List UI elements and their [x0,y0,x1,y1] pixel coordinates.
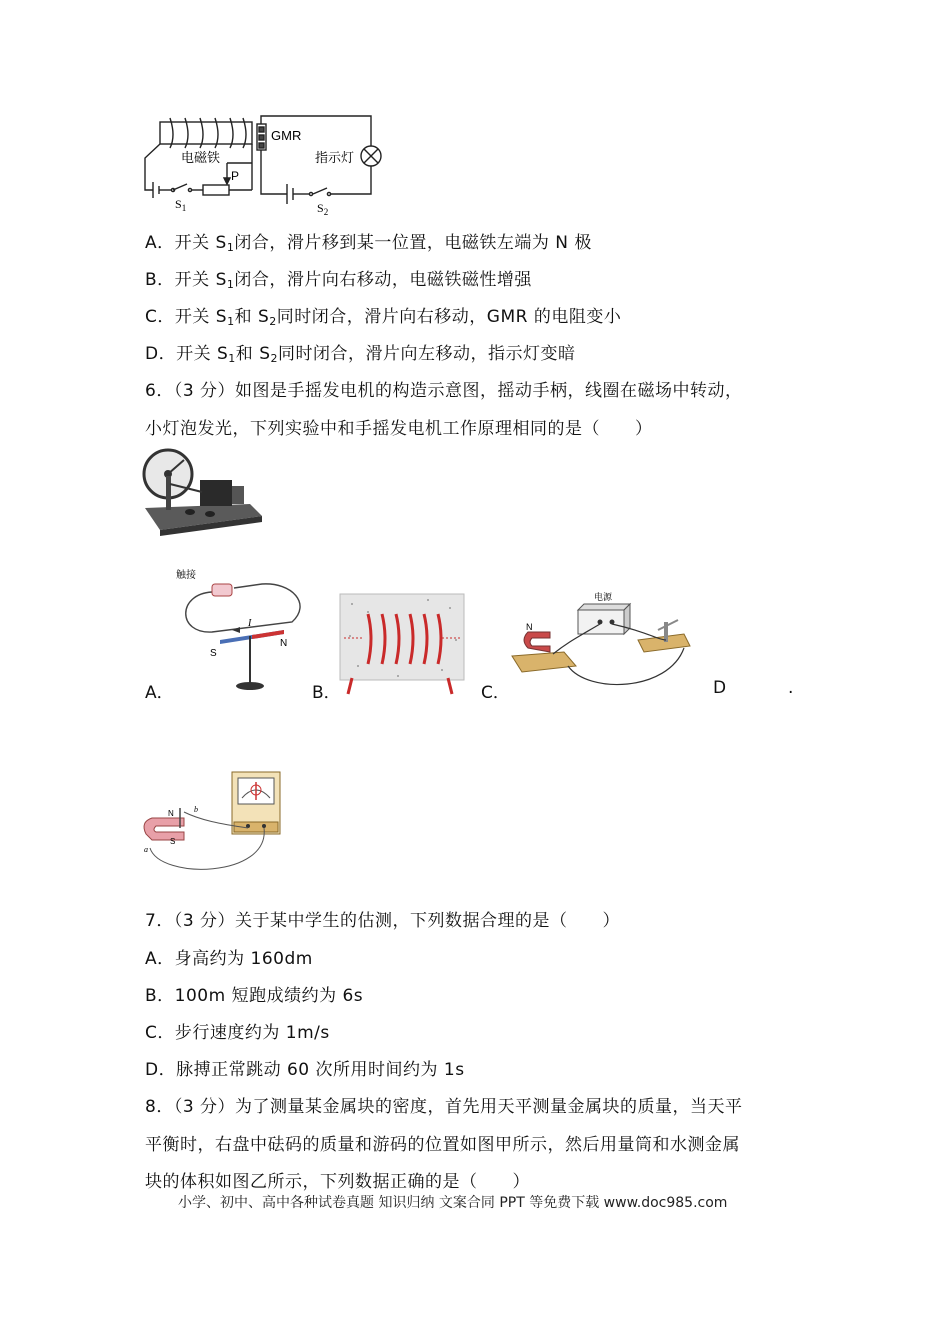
q6-stem-line2: 小灯泡发光，下列实验中和手摇发电机工作原理相同的是（ ） [145,419,653,439]
q7-option-d: D．脉搏正常跳动 60 次所用时间约为 1s [145,1060,465,1080]
q5-option-c: C．开关 $S_1$和 $S_2$同时闭合，滑片向右移动，GMR 的电阻变小 [145,307,622,328]
q8-stem-line3: 块的体积如图乙所示，下列数据正确的是（ ） [145,1172,530,1192]
power-supply-label: 电源 [594,593,613,603]
q6-option-d-dot: . [788,678,794,698]
q6-stem-line1: 6．（3 分）如图是手摇发电机的构造示意图，摇动手柄，线圈在磁场中转动， [145,381,743,401]
page-footer: 小学、初中、高中各种试卷真题 知识归纳 文案合同 PPT 等免费下载 www.doc985.com [178,1195,728,1211]
option-b-solenoid-figure [338,592,466,696]
needle-n-label: N [280,638,288,649]
electromagnet-gmr-circuit-figure [135,108,395,218]
option-d-induction-figure [140,768,286,886]
magnet-d-s-label: S [170,837,176,846]
q8-stem-line2: 平衡时，右盘中砝码的质量和游码的位置如图甲所示，然后用量筒和水测金属 [145,1135,740,1155]
option-c-motor-figure [508,582,696,694]
q5-option-a: A．开关 $S_1$闭合，滑片移到某一位置，电磁铁左端为 N 极 [145,233,592,254]
option-a-oersted-figure [172,564,307,694]
current-i-label: I [248,618,252,629]
q6-option-a-label: A． [145,683,174,703]
needle-s-label: S [210,648,217,659]
wire-b-label: b [194,805,198,814]
q7-option-a: A．身高约为 160dm [145,949,313,969]
q5-option-b: B．开关 $S_1$闭合，滑片向右移动，电磁铁磁性增强 [145,270,532,291]
q6-option-d-label: D [713,678,727,698]
q6-option-b-label: B． [312,683,341,703]
wire-a-label: a [144,845,148,854]
q7-stem: 7．（3 分）关于某中学生的估测，下列数据合理的是（ ） [145,911,621,931]
s1-label: $S_1$ [175,197,187,213]
q8-stem-line1: 8．（3 分）为了测量某金属块的密度，首先用天平测量金属块的质量，当天平 [145,1097,743,1117]
electromagnet-label: 电磁铁 [181,151,221,166]
q6-option-c-label: C． [481,683,510,703]
magnet-d-n-label: N [168,809,174,818]
touch-label: 触接 [176,570,196,581]
s2-label: $S_2$ [317,201,329,217]
hand-generator-photo [140,446,265,536]
q7-option-c: C．步行速度约为 1m/s [145,1023,330,1043]
indicator-lamp-label: 指示灯 [315,151,355,166]
magnet-n-label: N [526,622,533,632]
gmr-label: GMR [271,128,302,143]
slider-p-label: P [231,169,240,183]
q5-option-d: D．开关 $S_1$和 $S_2$同时闭合，滑片向左移动，指示灯变暗 [145,344,576,365]
q7-option-b: B．100m 短跑成绩约为 6s [145,986,364,1006]
